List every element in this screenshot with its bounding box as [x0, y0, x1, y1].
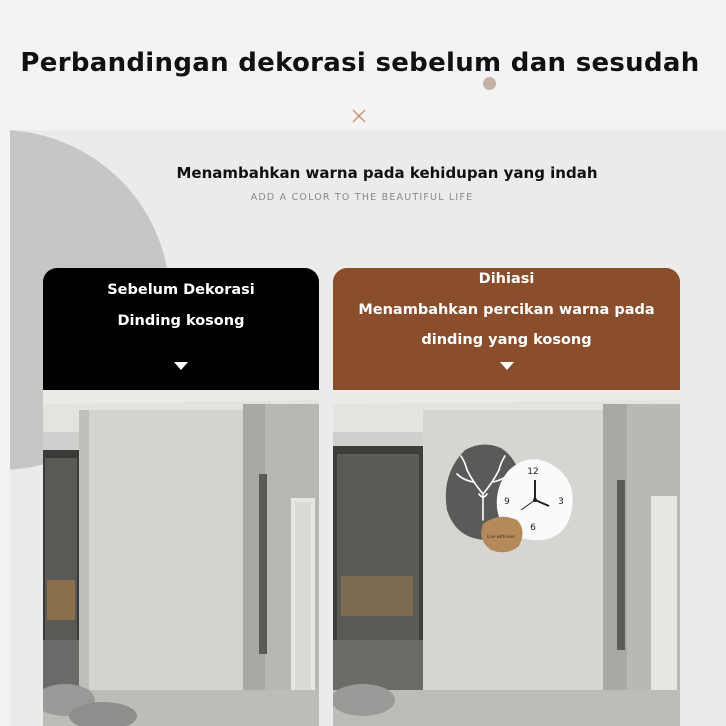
after-card-caption-1: Menambahkan percikan warna pada: [358, 302, 655, 318]
after-card-title: Dihiasi: [478, 271, 535, 287]
clock-number-6: 6: [530, 523, 536, 533]
subtitle: Menambahkan warna pada kehidupan yang indah: [176, 164, 598, 182]
page-title: Perbandingan dekorasi sebelum dan sesudah: [20, 48, 700, 78]
triangle-down-icon: [500, 362, 514, 370]
tagline: ADD A COLOR TO THE BEAUTIFUL LIFE: [250, 192, 474, 203]
after-card-header: [333, 268, 680, 390]
after-card: [333, 268, 680, 726]
before-room-photo: [43, 390, 319, 726]
before-card: [43, 268, 319, 726]
before-card-title: Sebelum Dekorasi: [107, 282, 255, 298]
cross-icon: [349, 106, 369, 126]
after-room-photo: [333, 390, 680, 726]
before-card-header: [43, 268, 319, 390]
before-card-caption: Dinding kosong: [117, 313, 245, 329]
wood-plate: [481, 517, 522, 552]
after-card-caption-2: dinding yang kosong: [421, 332, 592, 348]
clock-number-3: 3: [558, 497, 564, 507]
clock-number-12: 12: [527, 467, 539, 477]
clock-number-9: 9: [504, 497, 510, 507]
triangle-down-icon: [174, 362, 188, 370]
decorative-dot: [483, 77, 496, 90]
wood-plate-text: Live with love: [487, 534, 515, 539]
